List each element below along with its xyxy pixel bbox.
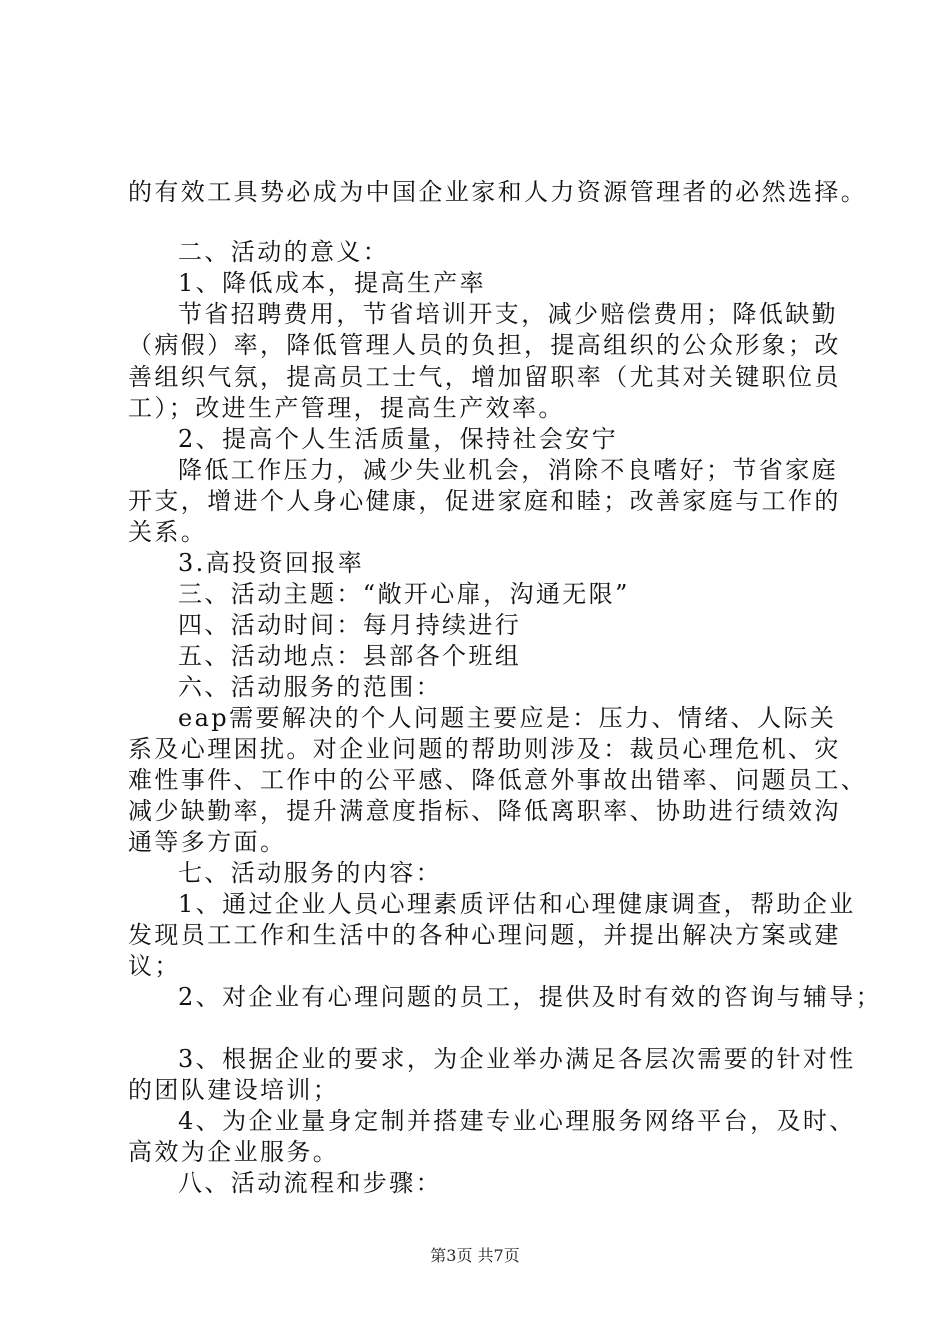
page-number: 第3页 共7页 bbox=[430, 1246, 520, 1265]
paragraph-line: 系及心理困扰。对企业问题的帮助则涉及：裁员心理危机、灾 bbox=[128, 735, 841, 763]
paragraph-line: 难性事件、工作中的公平感、降低意外事故出错率、问题员工、 bbox=[128, 766, 868, 794]
section-heading: 四、活动时间：每月持续进行 bbox=[178, 611, 522, 639]
section-heading: 三、活动主题：“敞开心扉，沟通无限” bbox=[178, 580, 630, 608]
paragraph-line: 减少缺勤率，提升满意度指标、降低离职率、协助进行绩效沟 bbox=[128, 797, 841, 825]
subheading: 1、降低成本，提高生产率 bbox=[178, 269, 487, 297]
section-heading: 七、活动服务的内容： bbox=[178, 859, 442, 887]
list-item: 2、对企业有心理问题的员工，提供及时有效的咨询与辅导； bbox=[178, 983, 883, 1011]
list-item: 3、根据企业的要求，为企业举办满足各层次需要的针对性 bbox=[178, 1045, 856, 1073]
list-item: 1、通过企业人员心理素质评估和心理健康调查，帮助企业 bbox=[178, 890, 856, 918]
paragraph-line: 发现员工工作和生活中的各种心理问题，并提出解决方案或建 bbox=[128, 921, 841, 949]
paragraph-line: （病假）率，降低管理人员的负担，提高组织的公众形象；改 bbox=[128, 331, 841, 359]
paragraph-line: 工）；改进生产管理，提高生产效率。 bbox=[128, 394, 565, 422]
paragraph-line: 的有效工具势必成为中国企业家和人力资源管理者的必然选择。 bbox=[128, 178, 868, 206]
paragraph-line: 降低工作压力，减少失业机会，消除不良嗜好；节省家庭 bbox=[178, 456, 838, 484]
paragraph-line: 善组织气氛，提高员工士气，增加留职率（尤其对关键职位员 bbox=[128, 363, 841, 391]
paragraph-line: 开支，增进个人身心健康，促进家庭和睦；改善家庭与工作的 bbox=[128, 487, 841, 515]
subheading: 2、提高个人生活质量，保持社会安宁 bbox=[178, 425, 619, 453]
section-heading: 二、活动的意义： bbox=[178, 238, 390, 266]
paragraph-line: 议； bbox=[128, 952, 181, 980]
paragraph-line: 关系。 bbox=[128, 518, 208, 546]
paragraph-line: 节省招聘费用，节省培训开支，减少赔偿费用；降低缺勤 bbox=[178, 300, 838, 328]
list-item: 4、为企业量身定制并搭建专业心理服务网络平台，及时、 bbox=[178, 1107, 856, 1135]
paragraph-line: 的团队建设培训； bbox=[128, 1076, 340, 1104]
paragraph-line: eap需要解决的个人问题主要应是：压力、情绪、人际关 bbox=[178, 704, 837, 732]
paragraph-line: 高效为企业服务。 bbox=[128, 1138, 340, 1166]
section-heading: 五、活动地点：县部各个班组 bbox=[178, 642, 522, 670]
subheading: 3.高投资回报率 bbox=[178, 549, 365, 577]
section-heading: 六、活动服务的范围： bbox=[178, 673, 442, 701]
paragraph-line: 通等多方面。 bbox=[128, 828, 287, 856]
section-heading: 八、活动流程和步骤： bbox=[178, 1169, 442, 1197]
